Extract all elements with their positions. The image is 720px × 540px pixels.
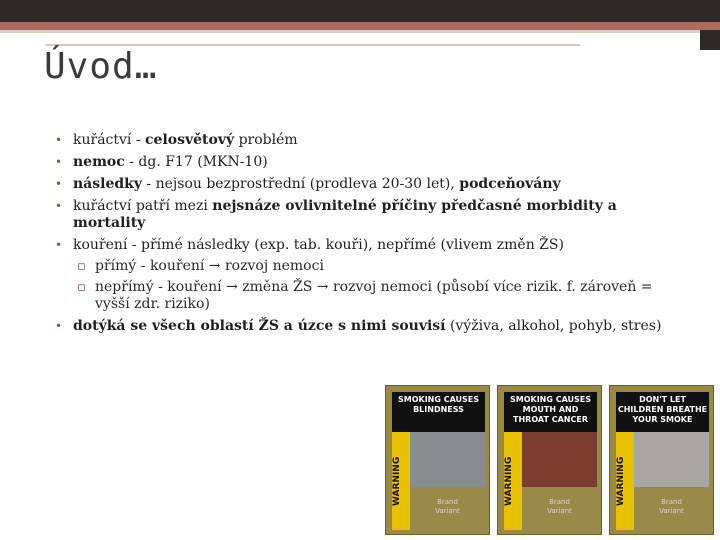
bullet-run: (výživa, alkohol, pohyb, stres) — [445, 318, 662, 334]
bullet-run: kuřáctví - — [73, 132, 146, 148]
sub-bullet-item: ▫ nepřímý - kouření → změna ŽS → rozvoj nemoci (působí více rizik. f. zároveň = vyšší zdr. riziko) — [73, 279, 675, 313]
top-accent-bar — [0, 22, 720, 30]
top-thin-bar — [0, 30, 720, 33]
cigarette-pack — [385, 385, 490, 535]
bullet-item — [55, 198, 675, 232]
bullet-run: nemoc — [73, 154, 125, 170]
corner-block — [700, 30, 720, 50]
pack-brand: Brand Variant — [435, 498, 460, 515]
bullet-item — [55, 132, 675, 149]
bullet-item — [55, 154, 675, 171]
bullet-list — [55, 132, 675, 335]
cigarette-packs-image — [385, 385, 715, 535]
bullet-run: nejsnáze ovlivnitelné příčiny předčasné morbidity a mortality — [73, 198, 617, 231]
pack-warning: WARNING — [504, 432, 522, 530]
bullet-run: celosvětový — [145, 132, 235, 148]
sub-bullet-item: ▫ přímý - kouření → rozvoj nemoci — [73, 258, 675, 275]
bullet-run: dotýká se všech oblastí ŽS a úzce s nimi souvisí — [73, 318, 446, 334]
pack-warning: WARNING — [392, 432, 410, 530]
bullet-run: podceňovány — [459, 176, 561, 192]
pack-headline: SMOKING CAUSES BLINDNESS — [392, 392, 485, 432]
slide-title: Úvod… — [44, 46, 158, 87]
pack-headline: DON'T LET CHILDREN BREATHE YOUR SMOKE — [616, 392, 709, 432]
bullet-run: - nejsou bezprostřední (prodleva 20-30 let), — [141, 176, 460, 192]
pack-headline: SMOKING CAUSES MOUTH AND THROAT CANCER — [504, 392, 597, 432]
pack-warning: WARNING — [616, 432, 634, 530]
bullet-run: problém — [234, 132, 298, 148]
bullet-run: - dg. F17 (MKN-10) — [124, 154, 268, 170]
bullet-item — [55, 176, 675, 193]
cigarette-pack — [609, 385, 714, 535]
bullet-run: následky — [73, 176, 142, 192]
bullet-item — [55, 318, 675, 335]
child-photo — [634, 432, 709, 487]
top-dark-bar — [0, 0, 720, 22]
bullet-text — [73, 237, 564, 253]
cigarette-pack — [497, 385, 602, 535]
bullet-item — [55, 237, 675, 313]
bullet-run: kouření - přímé následky (exp. tab. kouři), nepřímé (vlivem změn ŽS) — [73, 237, 564, 253]
bullet-run: kuřáctví patří mezi — [73, 198, 213, 214]
mouth-photo — [522, 432, 597, 487]
pack-brand: Brand Variant — [547, 498, 572, 515]
sub-bullet-list — [73, 258, 675, 313]
slide-content — [55, 132, 675, 340]
eye-photo — [410, 432, 485, 487]
pack-brand: Brand Variant — [659, 498, 684, 515]
